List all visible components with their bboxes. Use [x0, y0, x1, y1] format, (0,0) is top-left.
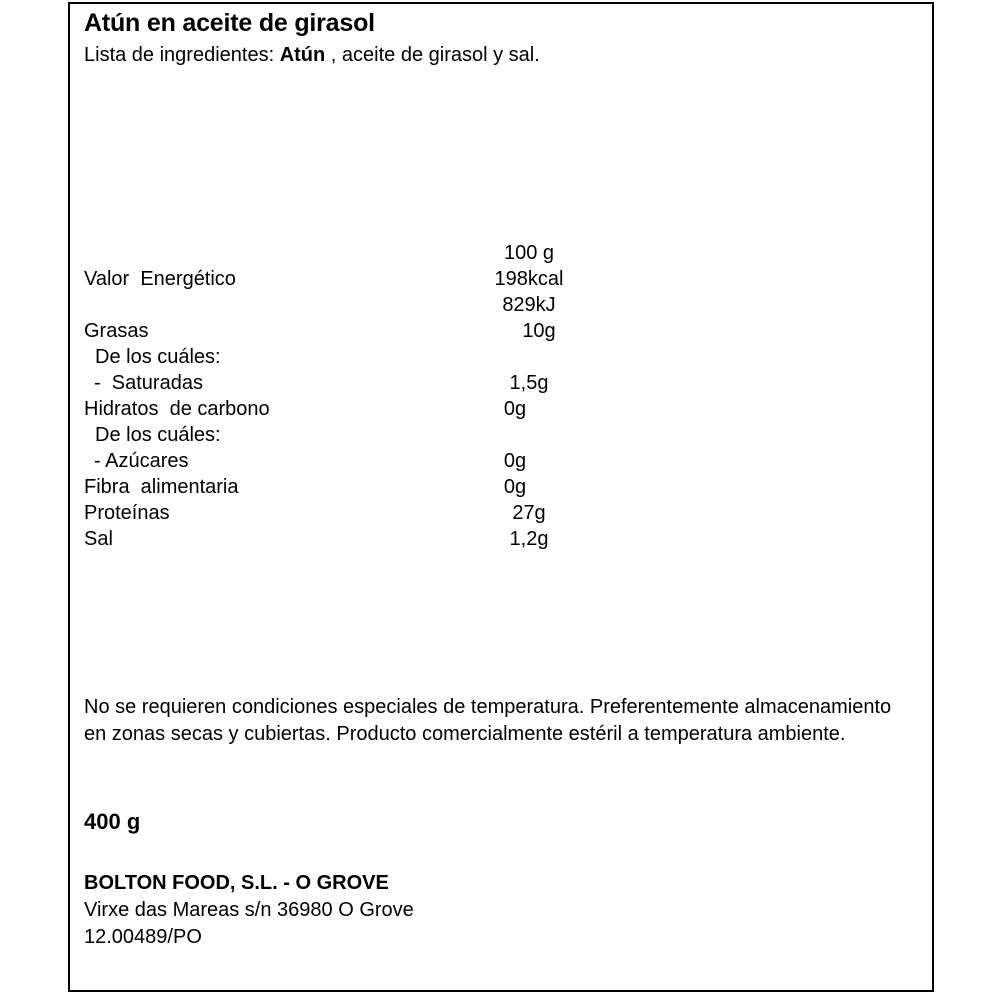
product-label-panel — [68, 2, 934, 992]
table-row — [84, 448, 614, 474]
nutrition-column-header: 100 g — [503, 242, 555, 264]
nutrition-value: 1,5g — [509, 372, 549, 394]
table-row — [84, 318, 614, 344]
manufacturer-name: BOLTON FOOD, S.L. - O GROVE — [84, 872, 389, 894]
nutrition-label: Sal — [84, 528, 113, 550]
manufacturer-registration: 12.00489/PO — [84, 926, 202, 948]
nutrition-label: Hidratos de carbono — [84, 398, 270, 420]
table-row — [84, 292, 614, 318]
nutrition-table — [84, 240, 614, 552]
nutrition-value: 829kJ — [502, 294, 556, 316]
storage-instructions: No se requieren condiciones especiales de temperatura. Preferentemente almacenamiento en zonas secas y cubiertas. Producto comercialmente estéril a temperatura ambiente. — [84, 696, 892, 745]
ingredients-allergen: Atún — [279, 44, 326, 66]
nutrition-label: - Azúcares — [94, 450, 189, 472]
table-row — [84, 344, 614, 370]
nutrition-label: De los cuáles: — [95, 424, 221, 446]
manufacturer-address: Virxe das Mareas s/n 36980 O Grove — [84, 899, 414, 921]
ingredients-suffix: , aceite de girasol y sal. — [325, 44, 540, 66]
nutrition-label: - Saturadas — [94, 372, 203, 394]
manufacturer-block — [84, 870, 920, 951]
table-row — [84, 370, 614, 396]
net-weight: 400 g — [84, 809, 141, 834]
table-row — [84, 526, 614, 552]
table-row — [84, 474, 614, 500]
nutrition-value: 10g — [522, 320, 556, 342]
nutrition-value: 0g — [503, 450, 527, 472]
table-row — [84, 500, 614, 526]
nutrition-value: 0g — [503, 398, 527, 420]
nutrition-header-row — [84, 240, 614, 266]
table-row — [84, 422, 614, 448]
nutrition-value: 1,2g — [509, 528, 549, 550]
nutrition-value: 27g — [512, 502, 546, 524]
nutrition-value: 0g — [503, 476, 527, 498]
page-title: Atún en aceite de girasol — [84, 9, 375, 37]
nutrition-label: De los cuáles: — [95, 346, 221, 368]
table-row — [84, 396, 614, 422]
ingredients-prefix: Lista de ingredientes: — [84, 44, 280, 66]
nutrition-label: Valor Energético — [84, 268, 236, 290]
table-row — [84, 266, 614, 292]
ingredients-list — [84, 42, 920, 68]
nutrition-label: Fibra alimentaria — [84, 476, 239, 498]
nutrition-value: 198kcal — [494, 268, 564, 290]
nutrition-label: Proteínas — [84, 502, 170, 524]
nutrition-label: Grasas — [84, 320, 149, 342]
